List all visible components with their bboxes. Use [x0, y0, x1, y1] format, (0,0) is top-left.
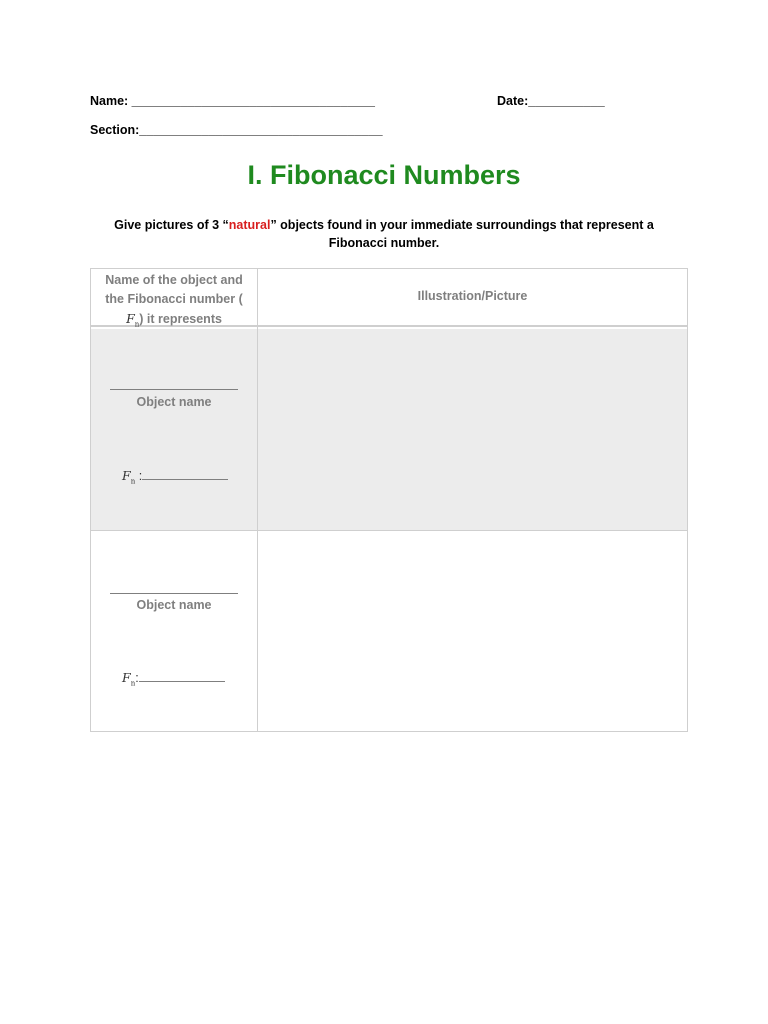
section-field[interactable]: Section:___________________________________ [90, 123, 383, 137]
name-field[interactable]: Name: ___________________________________ [90, 94, 375, 108]
fn-value-field[interactable] [122, 467, 228, 486]
fn-value-field[interactable] [122, 669, 225, 688]
table-row [91, 532, 687, 731]
object-name-blank[interactable] [110, 389, 238, 390]
page-title: I. Fibonacci Numbers [247, 160, 521, 190]
instructions [92, 216, 676, 252]
column-header-object [91, 271, 257, 335]
fibonacci-table [90, 268, 688, 732]
object-name-label: Object name [136, 598, 212, 612]
object-name-label: Object name [136, 395, 212, 409]
fn-symbol: $F_n$ [122, 468, 136, 486]
column-header-illustration: Illustration/Picture [417, 289, 528, 303]
table-header-row [91, 269, 687, 327]
column-header-line3: $F_n$) it represents [126, 311, 222, 329]
fn-symbol: $F_n$ [122, 670, 136, 688]
fn-symbol: $F_n$ [126, 311, 140, 329]
fn-blank[interactable] [139, 669, 225, 682]
object-name-blank[interactable] [110, 593, 238, 594]
fn-colon: : [138, 469, 143, 483]
column-header-line1: Name of the object and [105, 273, 243, 287]
table-row [91, 329, 687, 531]
instructions-highlight: natural [228, 218, 271, 232]
date-field[interactable]: Date:___________ [497, 94, 605, 108]
column-divider [257, 269, 258, 731]
column-header-line2: the Fibonacci number ( [105, 292, 243, 306]
fn-colon: : [135, 671, 139, 685]
instructions-part2: ” objects found in your immediate surroundings that represent a Fibonacci number. [270, 218, 654, 250]
instructions-part1: Give pictures of 3 “ [114, 218, 229, 232]
fn-blank[interactable] [142, 467, 228, 480]
